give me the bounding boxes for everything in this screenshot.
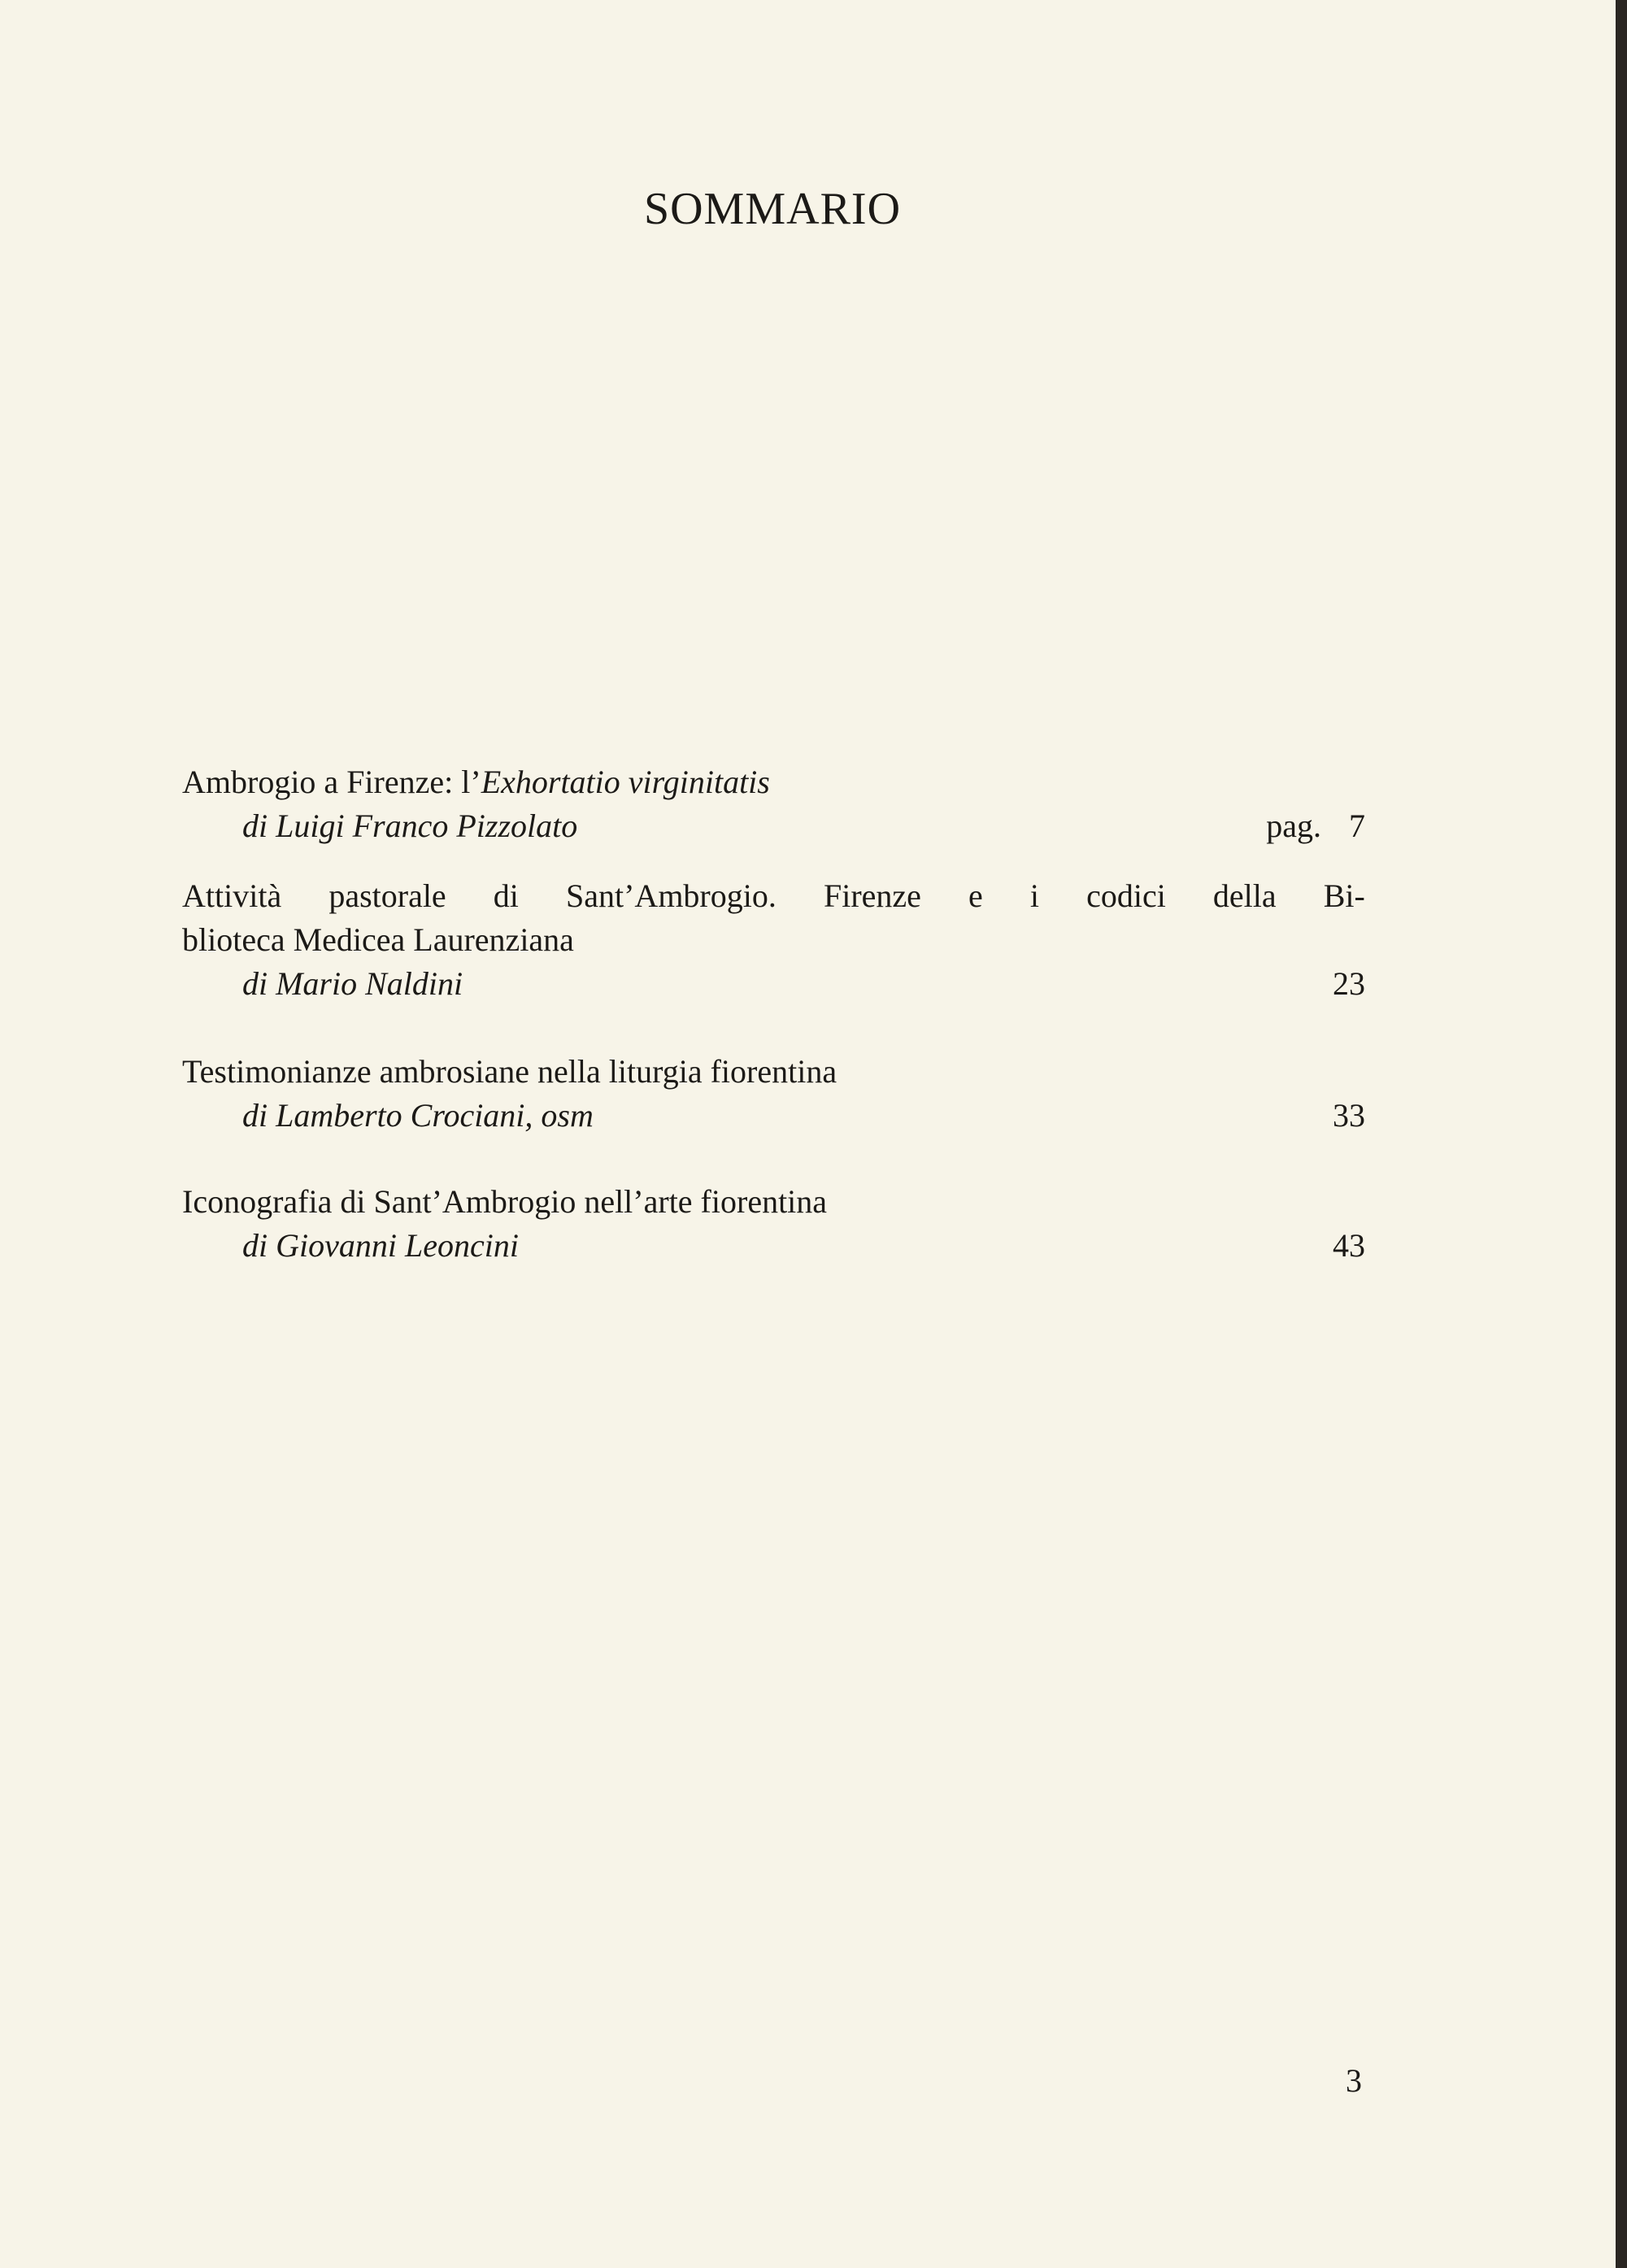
entry-title-word: Attività [182,877,282,914]
page-edge [1616,0,1627,2268]
entry-page-ref [1266,804,1365,848]
entry-title-italic: Exhortatio virginitatis [481,764,770,800]
entry-page: 43 [1333,1227,1365,1264]
entry-title-word: Sant’Ambrogio. [566,877,777,914]
entry-title-word: pastorale [328,877,446,914]
entry-title-word: di [493,877,519,914]
entry-title-word: Firenze [823,877,921,914]
entry-author-line [182,1094,1365,1138]
entry-page: 33 [1333,1097,1365,1134]
entry-title-word: codici [1086,877,1166,914]
entry-title-continued: blioteca Medicea Laurenziana [182,921,574,958]
toc-entry [182,874,1365,1050]
page-title: SOMMARIO [643,184,902,234]
entry-title: Testimonianze ambrosiane nella liturgia fiorentina [182,1053,837,1090]
entry-title-word: i [1029,877,1039,914]
entry-title-text: Ambrogio a Firenze: l’ [182,764,481,800]
entry-author-line [182,1224,1365,1268]
entry-title: Iconografia di Sant’Ambrogio nell’arte fiorentina [182,1183,828,1220]
entry-author: di Luigi Franco Pizzolato [242,808,578,844]
entry-title-word: Bi- [1323,877,1365,914]
entry-title-word: e [968,877,983,914]
entry-page: 7 [1349,808,1365,844]
entry-author: di Mario Naldini [242,965,463,1002]
toc-entry [182,760,1365,874]
entry-author-line [182,962,1365,1006]
entry-author: di Lamberto Crociani, osm [242,1097,594,1134]
table-of-contents [182,760,1365,1278]
entry-author: di Giovanni Leoncini [242,1227,519,1264]
toc-entry [182,1050,1365,1180]
entry-author-line [182,804,1365,848]
entry-title-word: della [1212,877,1277,914]
page-number: 3 [1346,2062,1362,2099]
entry-page: 23 [1333,965,1365,1002]
toc-entry [182,1180,1365,1278]
entry-title-line [182,874,1365,918]
page-label: pag. [1266,808,1321,844]
entry-title [182,760,1365,804]
